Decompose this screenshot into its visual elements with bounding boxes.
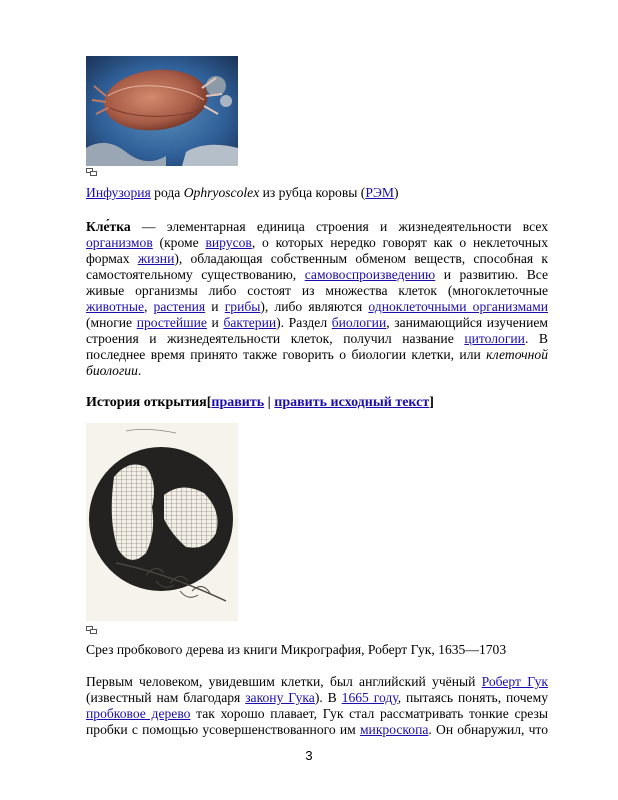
paragraph-line: пробки с помощью усовершенствованного им микроскопа. Он обнаружил, что: [86, 722, 548, 737]
paragraph-line: формах жизни), обладающая собственным обменом веществ, способная к: [86, 251, 548, 266]
link-unicellular[interactable]: одноклеточными организмами: [368, 299, 548, 314]
hooke-micrographia-image[interactable]: [86, 423, 238, 621]
paragraph-line: пробковое дерево так хорошо плавает, Гук стал рассматривать тонкие срезы: [86, 706, 548, 721]
paragraph-hooke: Первым человеком, увидевшим клетки, был английский учёный Роберт Гук: [86, 674, 548, 689]
link-hookes-law[interactable]: закону Гука: [245, 690, 315, 705]
enlarge-icon[interactable]: [86, 626, 97, 634]
paragraph-line: самостоятельному существованию, самовоспроизведению и развитию. Все: [86, 267, 548, 282]
link-robert-hooke[interactable]: Роберт Гук: [481, 674, 548, 689]
link-microscope[interactable]: микроскопа: [359, 722, 429, 737]
link-infusoria[interactable]: Инфузория: [86, 185, 151, 200]
image-caption-hooke: Срез пробкового дерева из книги Микрография, Роберт Гук, 1635—1703: [86, 642, 507, 657]
link-viruses[interactable]: вирусов: [205, 235, 252, 250]
link-organisms[interactable]: организмов: [86, 235, 153, 250]
paragraph-line: (известный нам благодаря закону Гука). В 1665 году, пытаясь понять, почему: [86, 690, 548, 705]
paragraph-line: (многие простейшие и бактерии). Раздел биологии, занимающийся изучением: [86, 315, 548, 330]
page-number: 3: [305, 748, 313, 763]
enlarge-icon[interactable]: [86, 168, 97, 176]
paragraph-line: живые организмы либо состоят из множества клеток (многоклеточные: [86, 283, 548, 298]
edit-source-link[interactable]: править исходный текст: [274, 395, 430, 410]
link-cytology[interactable]: цитологии: [464, 331, 525, 346]
paragraph-line: организмов (кроме вирусов, о которых нередко говорят как о неклеточных: [86, 235, 548, 250]
edit-link[interactable]: править: [211, 395, 265, 410]
paragraph-line: животные, растения и грибы), либо являются одноклеточными организмами: [86, 299, 548, 314]
link-cork-tree[interactable]: пробковое дерево: [86, 706, 191, 721]
section-heading-history: История открытия[править | править исходный текст]: [86, 395, 434, 410]
image-caption-infusoria: Инфузория рода Ophryoscolex из рубца коровы (РЭМ): [86, 185, 399, 200]
infusoria-sem-image[interactable]: [86, 56, 238, 166]
paragraph-line: биологии.: [86, 363, 142, 378]
link-1665[interactable]: 1665 году: [341, 690, 398, 705]
paragraph-cell-definition: Кле́тка — элементарная единица строения и жизнедеятельности всех: [86, 219, 548, 234]
link-biology[interactable]: биологии: [331, 315, 387, 330]
link-rem[interactable]: РЭМ: [365, 185, 394, 200]
link-plants[interactable]: растения: [153, 299, 206, 314]
link-bacteria[interactable]: бактерии: [223, 315, 277, 330]
link-fungi[interactable]: грибы: [224, 299, 261, 314]
link-animals[interactable]: животные: [86, 299, 144, 314]
paragraph-line: последнее время принято также говорить о биологии клетки, или клеточной: [86, 347, 548, 362]
paragraph-line: строения и жизнедеятельности клеток, получил название цитологии. В: [86, 331, 548, 346]
link-protozoa[interactable]: простейшие: [136, 315, 207, 330]
link-life[interactable]: жизни: [137, 251, 175, 266]
link-self-reproduction[interactable]: самовоспроизведению: [304, 267, 436, 282]
